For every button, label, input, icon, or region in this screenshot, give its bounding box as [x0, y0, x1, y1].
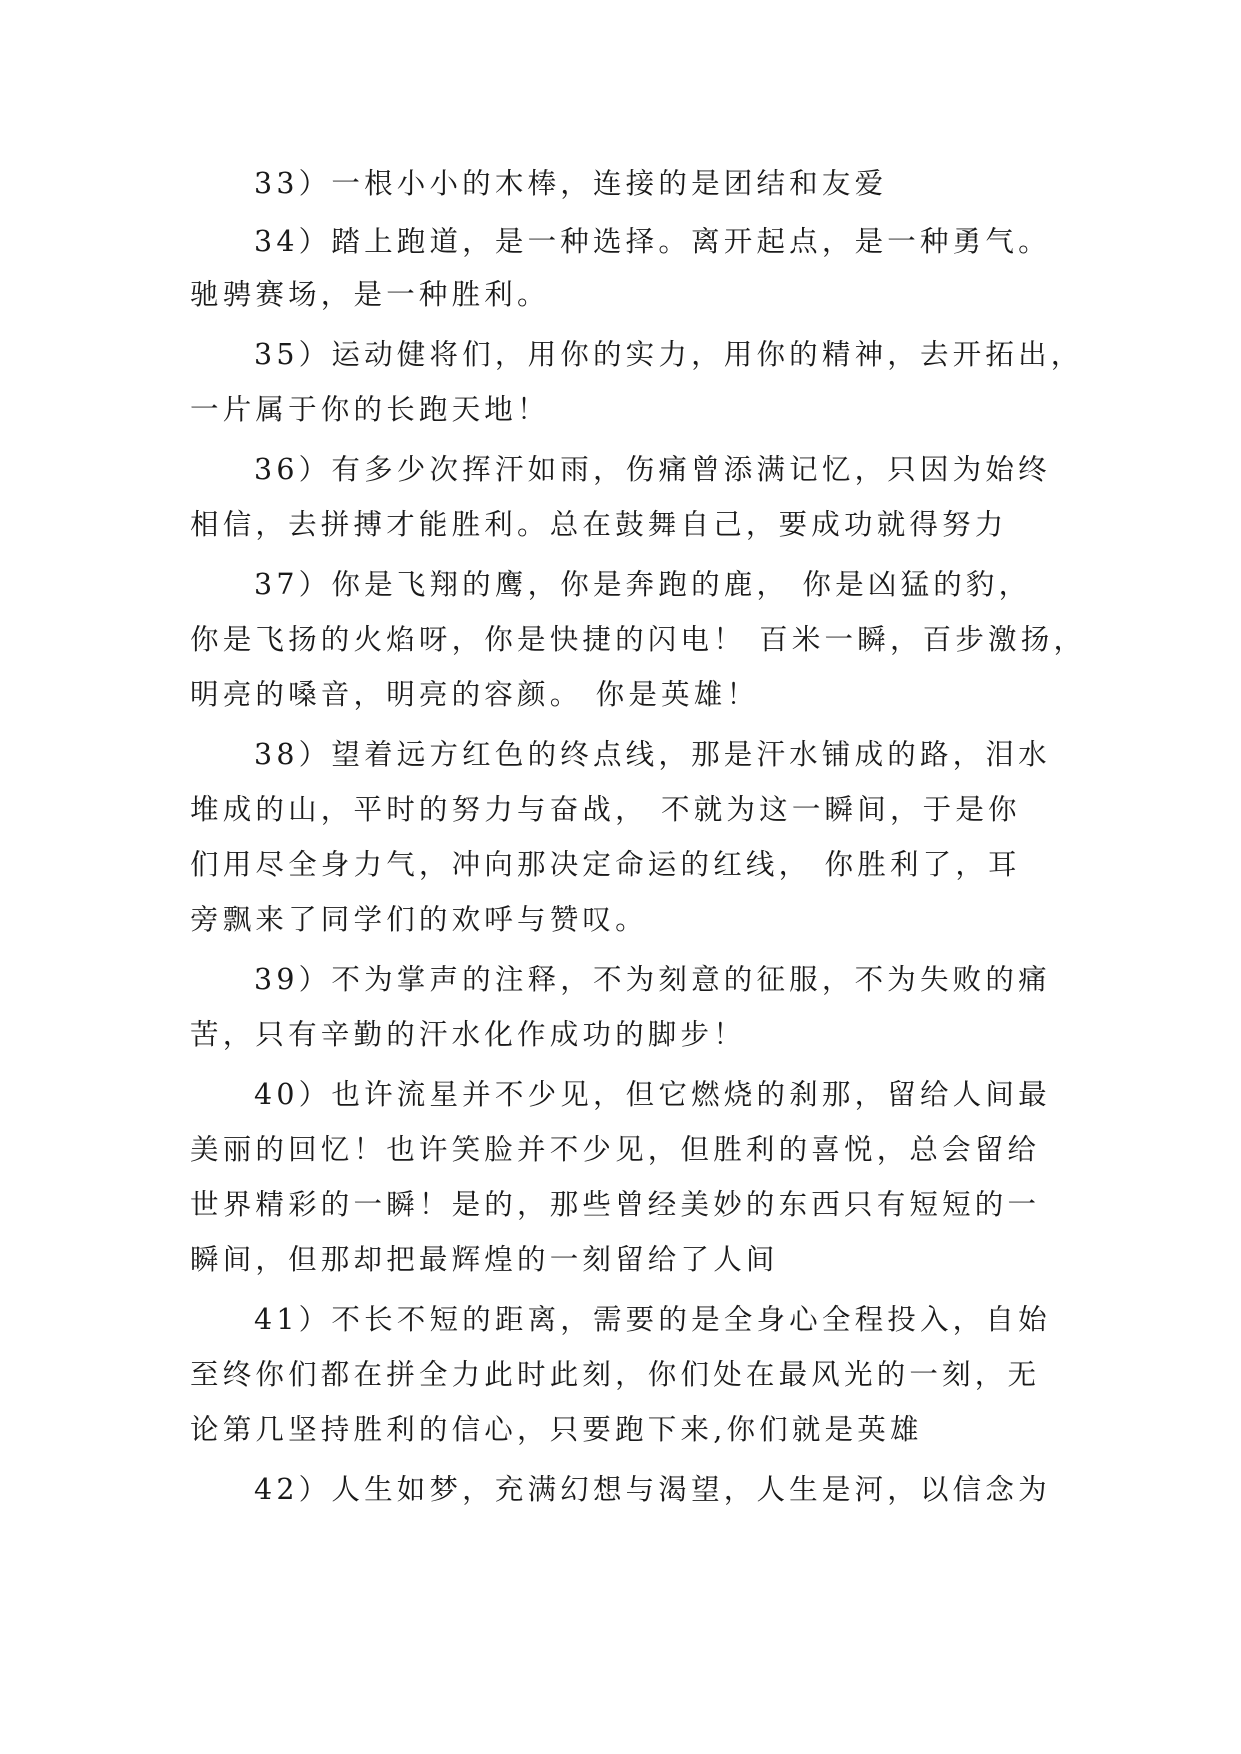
paragraph-36-line-2: 相信，去拼搏才能胜利。总在鼓舞自己，要成功就得努力: [190, 508, 1008, 541]
paragraph-35-line-2: 一片属于你的长跑天地！: [190, 393, 550, 426]
paragraph-35-line-1: 35）运动健将们，用你的实力，用你的精神，去开拓出，: [254, 338, 1084, 371]
paragraph-40-line-1: 40）也许流星并不少见，但它燃烧的刹那，留给人间最: [254, 1078, 1051, 1111]
paragraph-41-line-1: 41）不长不短的距离，需要的是全身心全程投入，自始: [254, 1303, 1051, 1336]
paragraph-41-line-2: 至终你们都在拼全力此时此刻，你们处在最风光的一刻，无: [190, 1358, 1041, 1391]
paragraph-38-line-3: 们用尽全身力气，冲向那决定命运的红线， 你胜利了，耳: [190, 848, 1021, 881]
paragraph-38-line-4: 旁飘来了同学们的欢呼与赞叹。: [190, 903, 648, 936]
paragraph-34-line-1: 34）踏上跑道，是一种选择。离开起点，是一种勇气。: [254, 225, 1051, 258]
paragraph-39-line-1: 39）不为掌声的注释，不为刻意的征服，不为失败的痛: [254, 963, 1051, 996]
paragraph-41-line-3: 论第几坚持胜利的信心，只要跑下来,你们就是英雄: [190, 1413, 923, 1446]
paragraph-38-line-1: 38）望着远方红色的终点线，那是汗水铺成的路，泪水: [254, 738, 1051, 771]
paragraph-42-line-1: 42）人生如梦，充满幻想与渴望，人生是河，以信念为: [254, 1473, 1051, 1506]
paragraph-33-line-1: 33）一根小小的木棒，连接的是团结和友爱: [254, 167, 888, 200]
paragraph-37-line-3: 明亮的嗓音，明亮的容颜。 你是英雄！: [190, 678, 760, 711]
paragraph-40-line-3: 世界精彩的一瞬！是的，那些曾经美妙的东西只有短短的一: [190, 1188, 1041, 1221]
paragraph-38-line-2: 堆成的山，平时的努力与奋战， 不就为这一瞬间，于是你: [190, 793, 1021, 826]
paragraph-37-line-1: 37）你是飞翔的鹰，你是奔跑的鹿， 你是凶猛的豹，: [254, 568, 1032, 601]
paragraph-39-line-2: 苦，只有辛勤的汗水化作成功的脚步！: [190, 1018, 746, 1051]
paragraph-40-line-2: 美丽的回忆！也许笑脸并不少见，但胜利的喜悦，总会留给: [190, 1133, 1041, 1166]
paragraph-40-line-4: 瞬间，但那却把最辉煌的一刻留给了人间: [190, 1243, 779, 1276]
paragraph-37-line-2: 你是飞扬的火焰呀，你是快捷的闪电！ 百米一瞬，百步激扬，: [190, 623, 1087, 656]
paragraph-34-line-2: 驰骋赛场，是一种胜利。: [190, 278, 550, 311]
paragraph-36-line-1: 36）有多少次挥汗如雨，伤痛曾添满记忆，只因为始终: [254, 453, 1051, 486]
